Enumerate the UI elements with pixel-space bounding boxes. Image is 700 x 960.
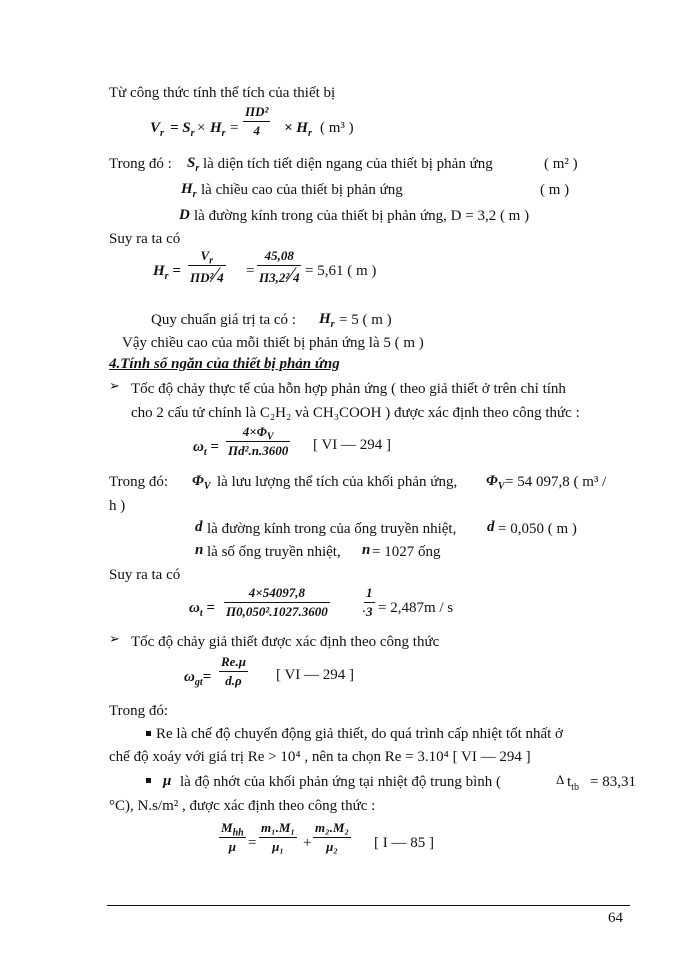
page-number: 64 — [608, 910, 623, 926]
eq4-result: = 2,487m / s — [378, 600, 454, 616]
eq1-tail: × $H_r$ — [284, 120, 312, 139]
text-line-8-pre: Quy chuẩn giá trị ta có : — [151, 312, 296, 328]
square-bullet-1-line-2: chế độ xoáy với giá trị Re > 10⁴ , nên ta chọn Re = 3.10⁴ [ VI — 294 ] — [109, 749, 531, 765]
eq1-fraction — [243, 104, 270, 139]
text-line-16-post: là số ống truyền nhiệt, — [207, 544, 341, 560]
symbol-d-small: d — [195, 519, 203, 535]
eq5-fraction: Re.μ d.ρ — [221, 654, 246, 688]
eq2-fraction-2: 45,08 Π3,2²⁄4 — [259, 248, 300, 287]
footer-rule — [107, 905, 630, 906]
text-line-3-unit: ( m² ) — [544, 156, 578, 172]
symbol-hr: $H_r$ — [181, 181, 197, 200]
square-bullet-2-line-2: °C), N.s/m² , được xác định theo công thức : — [109, 798, 376, 814]
square-bullet-2-line-1: là độ nhớt của khối phản ứng tại nhiệt độ trung bình ( — [180, 774, 502, 790]
eq2-result: = 5,61 ( m ) — [305, 263, 377, 279]
text-line-15-post: là đường kính trong của ống truyền nhiệt, — [207, 521, 457, 537]
eq1-mid1: = $S_r$ — [170, 120, 195, 139]
eq5-lhs: $\omega_{gt}=$ — [184, 669, 212, 688]
symbol-n-2: n — [362, 542, 371, 558]
text-line-14: h ) — [109, 498, 126, 514]
section-heading: 4.Tính số ngăn của thiết bị phản ứng — [109, 356, 340, 372]
symbol-phi: $\Phi_V$ — [192, 473, 211, 492]
eq1-lhs: $V_r$ — [150, 120, 164, 139]
text-line-8-post: = 5 ( m ) — [339, 312, 392, 328]
text-line-16-end: = 1027 ống — [372, 544, 441, 560]
eq6-ref: [ I — 85 ] — [374, 835, 434, 851]
text-line-3-pre: Trong đó : — [109, 156, 172, 172]
eq4-lhs: $\omega_t$ = — [189, 600, 215, 619]
text-line-3-post: là diện tích tiết diện ngang của thiết bị phản ứng — [203, 156, 493, 172]
delta-t-value: = 83,31 — [590, 774, 636, 790]
eq3-ref: [ VI — 294 ] — [313, 437, 392, 453]
text-line-4-post: là chiều cao của thiết bị phản ứng — [201, 182, 403, 198]
arrow-bullet-icon-2: ➢ — [109, 632, 120, 647]
eq2-lhs: $H_r$ = — [153, 263, 181, 282]
eq3-fraction: $4\times\Phi_V$ Πd².n.3600 — [228, 424, 289, 458]
text-line-6: Suy ra ta có — [109, 231, 181, 247]
delta-t-label: $t_{tb}$ — [567, 774, 579, 793]
eq1-num: ΠD² — [245, 104, 269, 119]
eq1-unit: ( m³ ) — [320, 120, 354, 136]
eq6-fraction-1: $M_{hh}$ μ — [221, 820, 244, 854]
eq1-den: 4 — [253, 123, 260, 138]
bullet-1-line-1: Tốc độ chảy thực tế của hỗn hợp phản ứng ( theo giả thiết ở trên chỉ tính — [131, 381, 566, 397]
eq5-ref: [ VI — 294 ] — [276, 667, 355, 683]
symbol-hr-2: $H_r$ — [319, 311, 335, 330]
square-bullet-1-line-1: Re là chế độ chuyển động giả thiết, do quá trình cấp nhiệt tốt nhất ở — [156, 726, 563, 742]
text-line-13-pre: Trong đó: — [109, 474, 169, 490]
symbol-phi-2: $\Phi_V$ — [486, 473, 505, 492]
text-line-15-end: = 0,050 ( m ) — [498, 521, 577, 537]
bullet-2-text: Tốc độ chảy giả thiết được xác định theo công thức — [131, 634, 440, 650]
text-line-5-post: là đường kính trong của thiết bị phản ứng, D = 3,2 ( m ) — [194, 208, 530, 224]
eq1-eq: = — [230, 120, 239, 136]
text-line-4-unit: ( m ) — [540, 182, 570, 198]
eq4-fraction-2: 1 3 — [366, 585, 373, 619]
symbol-sr: $S_r$ — [187, 155, 200, 174]
symbol-mu: μ — [163, 773, 172, 789]
bullet-1-line-2: cho 2 cấu tử chính là C₂H₂ và CH₃COOH ) được xác định theo công thức : — [131, 405, 580, 421]
symbol-d-small-2: d — [487, 519, 495, 535]
eq6-fraction-3: m₂.M₂ μ₂ — [315, 820, 349, 854]
eq2-fraction-1: $V_r$ ΠD²⁄4 — [190, 248, 224, 287]
text-line-1: Từ công thức tính thể tích của thiết bị — [109, 85, 336, 101]
symbol-d: D — [179, 207, 190, 223]
eq1-mid2: $H_r$ — [210, 120, 226, 139]
text-line-20: Trong đó: — [109, 703, 169, 719]
text-line-13-mid: là lưu lượng thể tích của khối phản ứng, — [217, 474, 458, 490]
text-line-17: Suy ra ta có — [109, 567, 181, 583]
eq4-fraction-1: 4×54097,8 Π0,050².1027.3600 — [226, 585, 328, 619]
square-bullet-icon-2 — [146, 778, 151, 783]
text-line-9: Vậy chiều cao của mỗi thiết bị phản ứng là 5 ( m ) — [122, 335, 424, 351]
eq6-fraction-2: m₁.M₁ μ₁ — [261, 820, 295, 854]
symbol-n: n — [195, 542, 204, 558]
arrow-bullet-icon: ➢ — [109, 379, 120, 394]
eq3-lhs: $\omega_t$ = — [193, 439, 219, 458]
eq1-times: × — [197, 120, 206, 136]
delta-symbol: Δ — [556, 772, 565, 787]
square-bullet-icon — [146, 731, 151, 736]
text-line-13-post: = 54 097,8 ( m³ / — [505, 474, 607, 490]
